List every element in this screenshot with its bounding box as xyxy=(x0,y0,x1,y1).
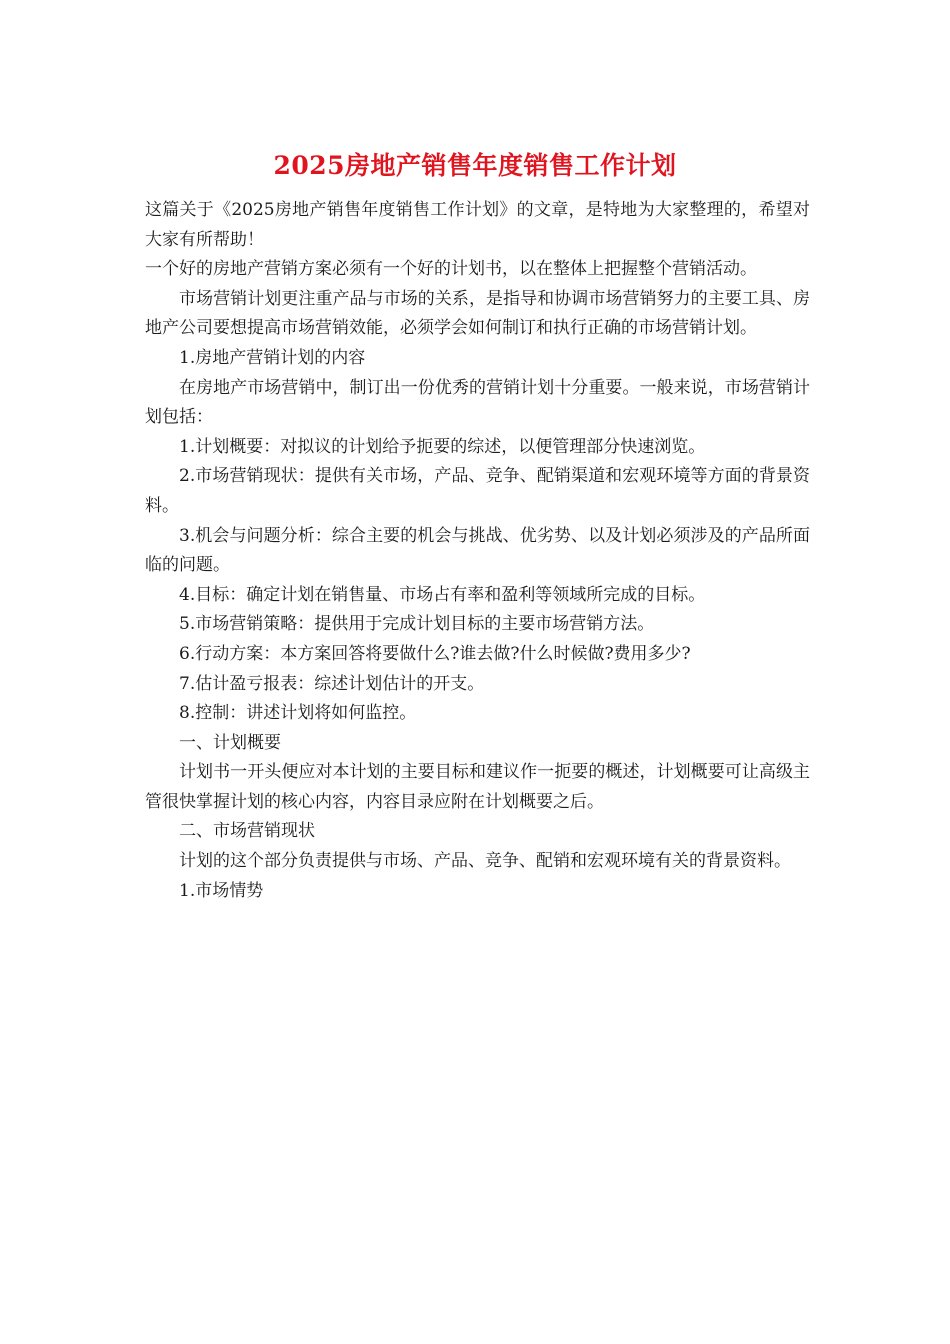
document-body xyxy=(145,196,810,906)
body-paragraph: 8.控制：讲述计划将如何监控。 xyxy=(179,703,417,724)
body-paragraph: 一个好的房地产营销方案必须有一个好的计划书，以在整体上把握整个营销活动。 xyxy=(145,259,757,280)
body-paragraph: 5.市场营销策略：提供用于完成计划目标的主要市场营销方法。 xyxy=(179,614,655,635)
body-paragraph: 计划书一开头便应对本计划的主要目标和建议作一扼要的概述，计划概要可让高级主管很快掌握计划的核心内容，内容目录应附在计划概要之后。 xyxy=(145,762,810,812)
body-paragraph: 7.估计盈亏报表：综述计划估计的开支。 xyxy=(179,673,485,694)
body-paragraph: 1.房地产营销计划的内容 xyxy=(179,347,366,368)
body-paragraph: 在房地产市场营销中，制订出一份优秀的营销计划十分重要。一般来说，市场营销计划包括： xyxy=(145,377,810,428)
body-paragraph: 市场营销计划更注重产品与市场的关系，是指导和协调市场营销努力的主要工具、房地产公司要想提高市场营销效能，必须学会如何制订和执行正确的市场营销计划。 xyxy=(145,288,810,339)
body-paragraph: 这篇关于《2025房地产销售年度销售工作计划》的文章，是特地为大家整理的，希望对大家有所帮助！ xyxy=(145,200,810,250)
body-paragraph: 1.市场情势 xyxy=(179,880,264,901)
document-title: 2025房地产销售年度销售工作计划 xyxy=(273,151,677,180)
body-paragraph: 4.目标：确定计划在销售量、市场占有率和盈利等领域所完成的目标。 xyxy=(179,584,706,605)
body-paragraph: 计划的这个部分负责提供与市场、产品、竞争、配销和宏观环境有关的背景资料。 xyxy=(179,851,791,872)
body-paragraph: 二、市场营销现状 xyxy=(179,821,315,842)
body-paragraph: 一、计划概要 xyxy=(179,732,281,753)
body-paragraph: 3.机会与问题分析：综合主要的机会与挑战、优劣势、以及计划必须涉及的产品所面临的问题。 xyxy=(145,525,810,576)
body-paragraph: 6.行动方案：本方案回答将要做什么?谁去做?什么时候做?费用多少? xyxy=(179,643,691,664)
body-paragraph: 1.计划概要：对拟议的计划给予扼要的综述，以便管理部分快速浏览。 xyxy=(179,436,706,457)
body-paragraph: 2.市场营销现状：提供有关市场，产品、竞争、配销渠道和宏观环境等方面的背景资料。 xyxy=(145,466,810,516)
